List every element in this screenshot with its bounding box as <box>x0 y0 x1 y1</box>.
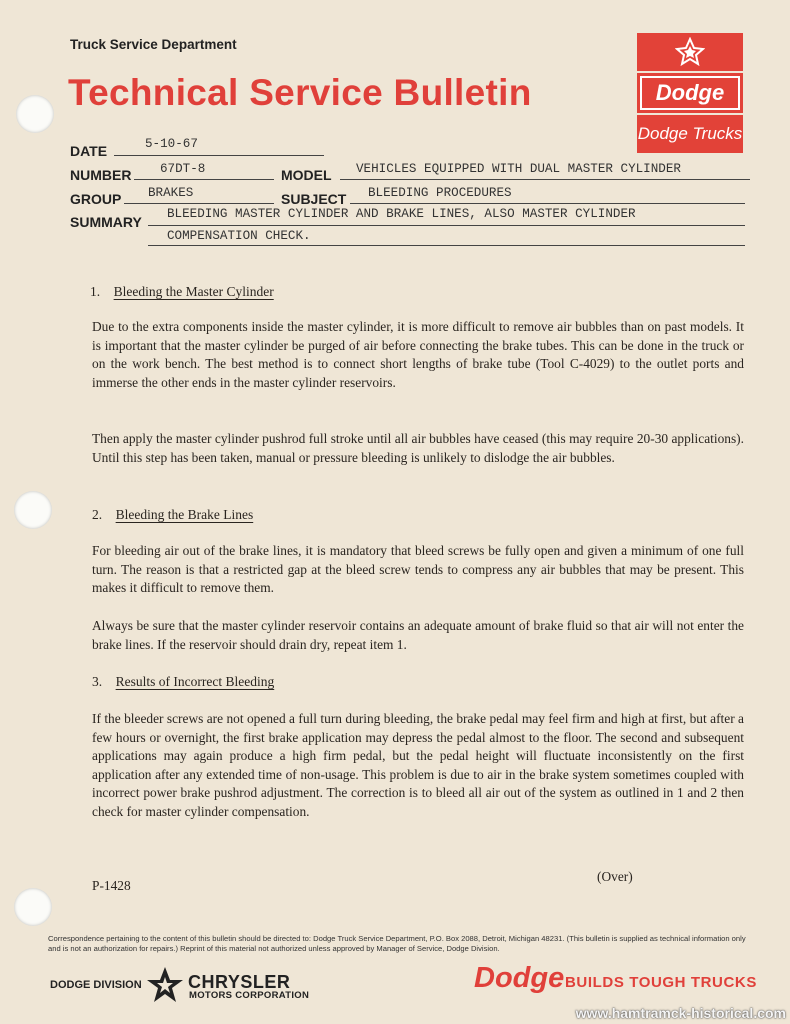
dodge-division-label: DODGE DIVISION <box>50 979 142 991</box>
section-title: Bleeding the Master Cylinder <box>113 284 274 299</box>
section-title: Bleeding the Brake Lines <box>115 507 254 522</box>
summary-value-line2: COMPENSATION CHECK. <box>167 229 311 243</box>
section-heading-2 <box>92 507 253 523</box>
paragraph: For bleeding air out of the brake lines, it is mandatory that bleed screws be fully open and given a minimum of one full turn. The reason is that a restricted gap at the bleed screw tends to compress any air bubbles that may be present. This makes it difficult to remove them. <box>92 543 744 596</box>
bulletin-title: Technical Service Bulletin <box>68 72 532 113</box>
dodge-logo-text: Dodge <box>640 76 740 110</box>
binder-hole-bottom <box>14 888 52 926</box>
group-underline <box>124 203 274 204</box>
pentastar-icon <box>675 37 705 67</box>
page-code: P-1428 <box>92 878 131 893</box>
tagline-brand: Dodge <box>474 962 565 994</box>
dodge-trucks-logo: Dodge Trucks <box>637 115 743 153</box>
section-number: 3. <box>92 674 103 689</box>
binder-hole-middle <box>14 491 52 529</box>
binder-hole-top <box>16 95 54 133</box>
summary-underline-2 <box>148 245 745 246</box>
department-label: Truck Service Department <box>70 37 237 52</box>
paragraph: If the bleeder screws are not opened a full turn during bleeding, the brake pedal may feel firm and high at first, but after a few hours or overnight, the first brake application may depress the pedal almost to the floor. The second and subsequent applications may again produce a high firm pedal, but the pedal height will fluctuate inconsistently on the first application after any extended time of non-usage. This problem is due to air in the brake system sometimes coupled with incorrect power brake pushrod adjustment. The correction is to bleed all air out of the system as outlined in 1 and 2 then check for master cylinder compensation. <box>92 711 744 819</box>
section-heading-1 <box>90 284 274 300</box>
paragraph: Then apply the master cylinder pushrod full stroke until all air bubbles have ceased (this may require 20-30 applications). Until this step has been taken, manual or pressure bleeding is unlikely to dislodge the air bubbles. <box>92 431 744 465</box>
summary-value-line1: BLEEDING MASTER CYLINDER AND BRAKE LINES, ALSO MASTER CYLINDER <box>167 207 636 221</box>
website-watermark: www.hamtramck-historical.com <box>575 1005 786 1021</box>
section-number: 2. <box>92 507 103 522</box>
chrysler-pentastar-logo <box>146 966 184 1009</box>
paragraph: Due to the extra components inside the master cylinder, it is more difficult to remove air bubbles than on past models. It is important that the master cylinder be purged of air before connecting the brake tubes. This can be done in the truck or on the work bench. The best method is to connect short lengths of brake tube (Tool C-4029) to the outlet ports and immerse the other ends in the master cylinder reservoirs. <box>92 319 744 390</box>
subject-label: SUBJECT <box>281 191 347 207</box>
date-label: DATE <box>70 143 108 159</box>
date-value: 5-10-67 <box>145 137 198 151</box>
pentastar-logo <box>637 33 743 71</box>
tagline-text: BUILDS TOUGH TRUCKS <box>565 974 757 991</box>
chrysler-wordmark: CHRYSLER <box>188 972 291 992</box>
date-underline <box>114 155 324 156</box>
correspondence-note: Correspondence pertaining to the content of this bulletin should be directed to: Dodge Truck Service Department, P.O. Box 2088, Detroit, Michigan 48231. (This bulletin is supplied as technical information only and is not an authorization for repairs.) Reprint of this material not authorized unless approved by Manager of Service, Dodge Division. <box>48 934 746 953</box>
model-label: MODEL <box>281 167 332 183</box>
over-note: (Over) <box>597 869 633 884</box>
number-underline <box>134 179 274 180</box>
dodge-logo <box>637 73 743 113</box>
summary-label: SUMMARY <box>70 214 142 230</box>
pentastar-icon <box>146 966 184 1004</box>
section-number: 1. <box>90 284 101 299</box>
section-heading-3 <box>92 674 274 690</box>
model-value: VEHICLES EQUIPPED WITH DUAL MASTER CYLINDER <box>356 162 681 176</box>
number-label: NUMBER <box>70 167 132 183</box>
paragraph: Always be sure that the master cylinder reservoir contains an adequate amount of brake fluid so that air will not enter the brake lines. If the reservoir should drain dry, repeat item 1. <box>92 618 744 652</box>
chrysler-subtitle: MOTORS CORPORATION <box>189 990 310 1001</box>
summary-underline-1 <box>148 225 745 226</box>
subject-underline <box>350 203 745 204</box>
number-value: 67DT-8 <box>160 162 206 176</box>
group-value: BRAKES <box>148 186 194 200</box>
group-label: GROUP <box>70 191 122 207</box>
subject-value: BLEEDING PROCEDURES <box>368 186 512 200</box>
model-underline <box>340 179 750 180</box>
section-title: Results of Incorrect Bleeding <box>115 674 275 689</box>
